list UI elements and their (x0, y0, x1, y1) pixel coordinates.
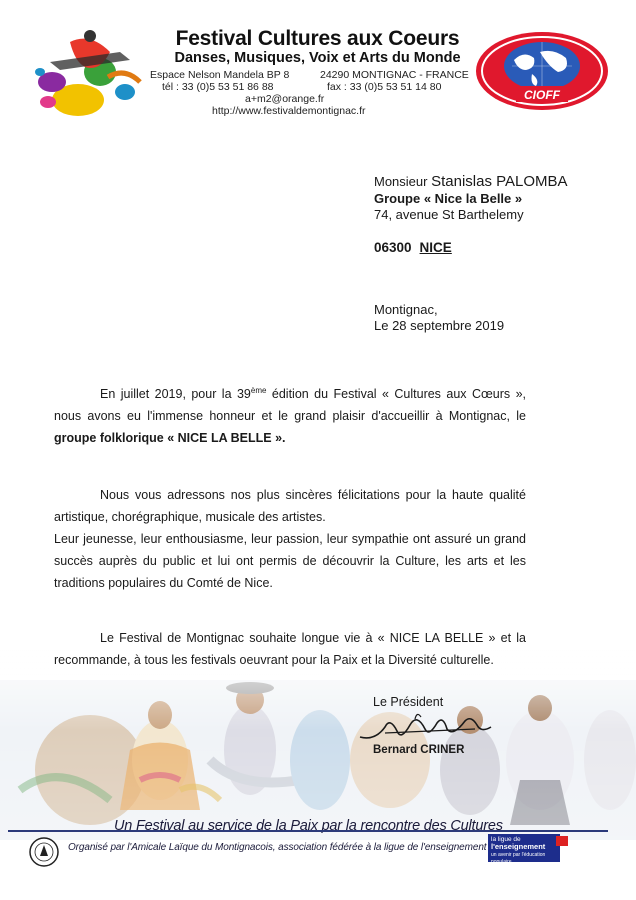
address-right: 24290 MONTIGNAC - FRANCE (320, 69, 469, 81)
fax-number: fax : 33 (0)5 53 51 14 80 (327, 81, 442, 93)
ligue-line-2: l'enseignement (491, 842, 546, 851)
recipient-prefix: Monsieur (374, 174, 428, 189)
intro-group-name: groupe folklorique « NICE LA BELLE ». (54, 431, 286, 445)
recipient-name: Stanislas PALOMBA (431, 173, 568, 190)
ligue-enseignement-logo (488, 834, 560, 865)
recipient-name-line (374, 173, 568, 190)
recipient-postcode: 06300 (374, 240, 412, 255)
signatory-title: Le Président (373, 695, 444, 709)
ordinal-suffix: ème (250, 385, 267, 395)
recipient-group: Groupe « Nice la Belle » (374, 191, 523, 206)
festival-subtitle: Danses, Musiques, Voix et Arts du Monde (174, 50, 461, 66)
recipient-street: 74, avenue St Barthelemy (374, 207, 524, 222)
festival-title: Festival Cultures aux Coeurs (175, 27, 460, 50)
email-address: a+m2@orange.fr (245, 93, 325, 105)
address-left: Espace Nelson Mandela BP 8 (150, 69, 290, 81)
amicale-laique-seal (28, 836, 60, 868)
footer-divider (8, 830, 608, 832)
paragraph-closing (54, 627, 526, 671)
handwritten-signature (355, 707, 495, 747)
recipient-postcode-city (374, 240, 452, 255)
footer-motto: Un Festival au service de la Paix par la rencontre des Cultures (114, 818, 503, 834)
intro-text-middle: édition du Festival « Cultures aux Cœurs », nous avons eu l'immense honneur et le grand plaisir d'accueillir à Montignac, le (54, 387, 526, 423)
paragraph-congratulations (54, 484, 526, 594)
letter-date: Le 28 septembre 2019 (374, 318, 505, 333)
recipient-city: NICE (419, 240, 452, 255)
closing-text: Le Festival de Montignac souhaite longue vie à « NICE LA BELLE » et la recommande, à tous les festivals oeuvrant pour la Paix et la Diversité culturelle. (54, 631, 526, 667)
paragraph-intro (54, 383, 526, 449)
ligue-red-mark (556, 836, 568, 846)
ligue-line-1: la ligue de (491, 836, 521, 843)
congratulations-text: Nous vous adressons nos plus sincères félicitations pour la haute qualité artistique, chorégraphique, musicale des artistes. (54, 488, 526, 524)
cioff-label: CIOFF (524, 88, 560, 102)
enthusiasm-text: Leur jeunesse, leur enthousiasme, leur passion, leur sympathie ont assuré un grand succès auprès du public et lui ont permis de découvrir la Culture, les arts et les traditions populaires du Comté de Nice. (54, 532, 526, 590)
phone-number: tél : 33 (0)5 53 51 86 88 (162, 81, 274, 93)
website-url: http://www.festivaldemontignac.fr (212, 105, 366, 117)
footer-organizer: Organisé par l'Amicale Laïque du Montignacois, association fédérée à la ligue de l'enseignement (68, 842, 487, 853)
ligue-line-3: un avenir par l'éducation populaire (491, 852, 546, 865)
intro-text-start: En juillet 2019, pour la 39 (100, 387, 251, 401)
letter-place: Montignac, (374, 302, 438, 317)
cioff-logo (474, 30, 610, 112)
signatory-name: Bernard CRINER (373, 744, 465, 756)
